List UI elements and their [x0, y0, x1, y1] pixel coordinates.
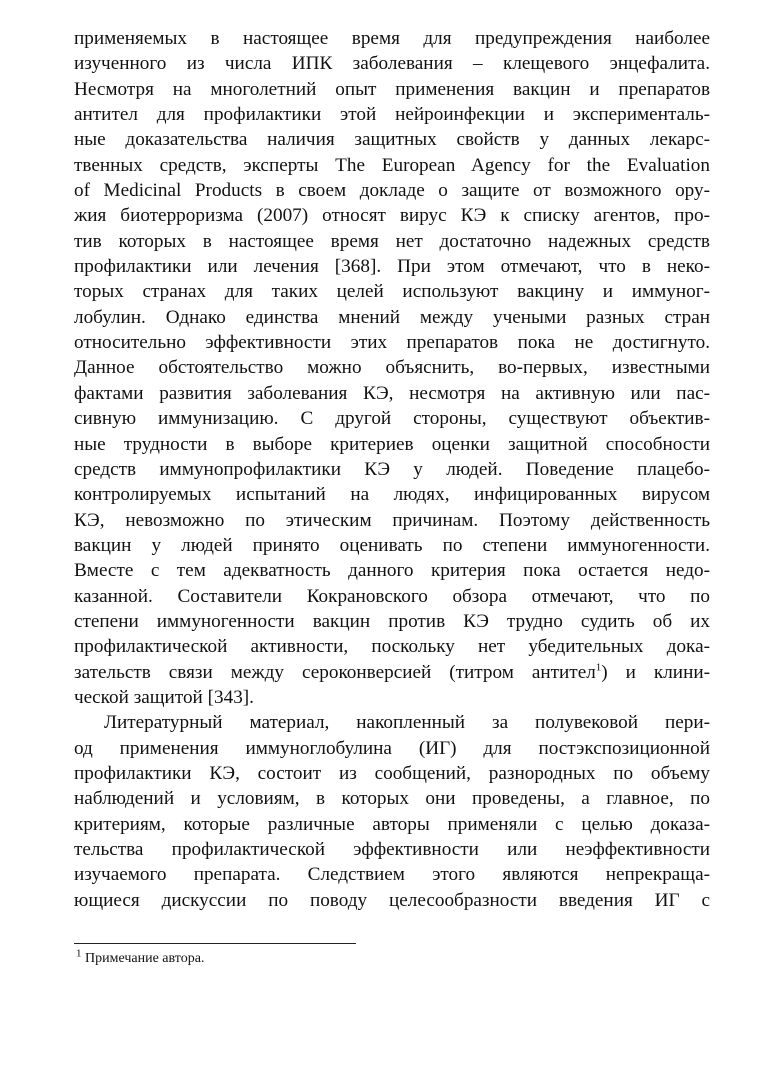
text-line: ные доказательства наличия защитных свойств у данных лекарс-	[74, 129, 710, 151]
text-line: относительно эффективности этих препаратов пока не достигнуто.	[74, 332, 710, 354]
text-line: жия биотерроризма (2007) относят вирус КЭ к списку агентов, про-	[74, 205, 710, 227]
text-line: чеcкой защитой [343].	[74, 686, 254, 708]
text-line: лобулин. Однако единства мнений между учеными разных стран	[74, 306, 710, 328]
text-line: профилактики КЭ, состоит из сообщений, разнородных по объему	[74, 762, 710, 784]
text-line: контролируемых испытаний на людях, инфицированных вирусом	[74, 484, 710, 506]
footnote	[76, 947, 205, 968]
text-line: наблюдений и условиям, в которых они проведены, а главное, по	[74, 788, 710, 810]
text-line: казанной. Составители Кокрановского обзора отмечают, что по	[74, 585, 710, 607]
text-line: Данное обстоятельство можно объяснить, во-первых, известными	[74, 357, 710, 379]
paragraph-2	[74, 710, 710, 913]
text-line: профилактической активности, поскольку нет убедительных дока-	[74, 636, 710, 658]
footnote-text: Примечание автора.	[81, 951, 205, 966]
text-line: торых странах для таких целей используют вакцину и иммуног-	[74, 281, 710, 303]
text-line: критериям, которые различные авторы применяли с целью доказа-	[74, 813, 710, 835]
text-line: ные трудности в выборе критериев оценки защитной способности	[74, 433, 710, 455]
text-line: фактами развития заболевания КЭ, несмотря на активную или пас-	[74, 382, 710, 404]
text-line: ющиеся дискуссии по поводу целесообразности введения ИГ с	[74, 889, 710, 911]
body-text	[74, 26, 710, 913]
footnote-separator	[74, 943, 356, 944]
text-line: изученного из числа ИПК заболевания – клещевого энцефалита.	[74, 53, 710, 75]
text-line: применяемых в настоящее время для предупреждения наиболее	[74, 28, 710, 49]
footnote-reference: 1	[595, 661, 602, 674]
text-line: Несмотря на многолетний опыт применения вакцин и препаратов	[74, 78, 710, 100]
text-line: тельства профилактической эффективности или неэффективности	[74, 839, 710, 860]
text-line: степени иммуногенности вакцин против КЭ трудно судить об их	[74, 610, 710, 632]
text-line: сивную иммунизацию. С другой стороны, существуют объектив-	[74, 408, 710, 430]
text-line: од применения иммуноглобулина (ИГ) для постэкспозиционной	[74, 737, 710, 759]
text-line: твенных средств, эксперты The European Agency for the Evaluation	[74, 154, 710, 176]
text-line: Литературный материал, накопленный за полувековой пери-	[104, 712, 710, 734]
text-segment: зательств связи между сероконверсией (титром антител	[74, 661, 596, 683]
text-line: профилактики или лечения [368]. При этом отмечают, что в неко-	[74, 256, 710, 278]
text-line: of Medicinal Products в своем докладе о защите от возможного ору-	[74, 180, 710, 202]
text-line: средств иммунопрофилактики КЭ у людей. Поведение плацебо-	[74, 458, 710, 480]
paragraph-1	[74, 26, 710, 710]
text-line: антител для профилактики этой нейроинфекции и эксперименталь-	[74, 104, 710, 126]
text-line: тив которых в настоящее время нет достаточно надежных средств	[74, 230, 710, 252]
text-segment: ) и клини-	[601, 661, 711, 683]
text-line: КЭ, невозможно по этическим причинам. Поэтому действенность	[74, 509, 710, 531]
text-line-with-footnote-ref	[74, 660, 710, 685]
text-line: Вместе с тем адекватность данного критерия пока остается недо-	[74, 560, 710, 582]
text-line: изучаемого препарата. Следствием этого являются непрекраща-	[74, 864, 710, 886]
text-line: вакцин у людей принято оценивать по степени иммуногенности.	[74, 534, 710, 556]
footnote-marker: 1	[76, 947, 82, 960]
